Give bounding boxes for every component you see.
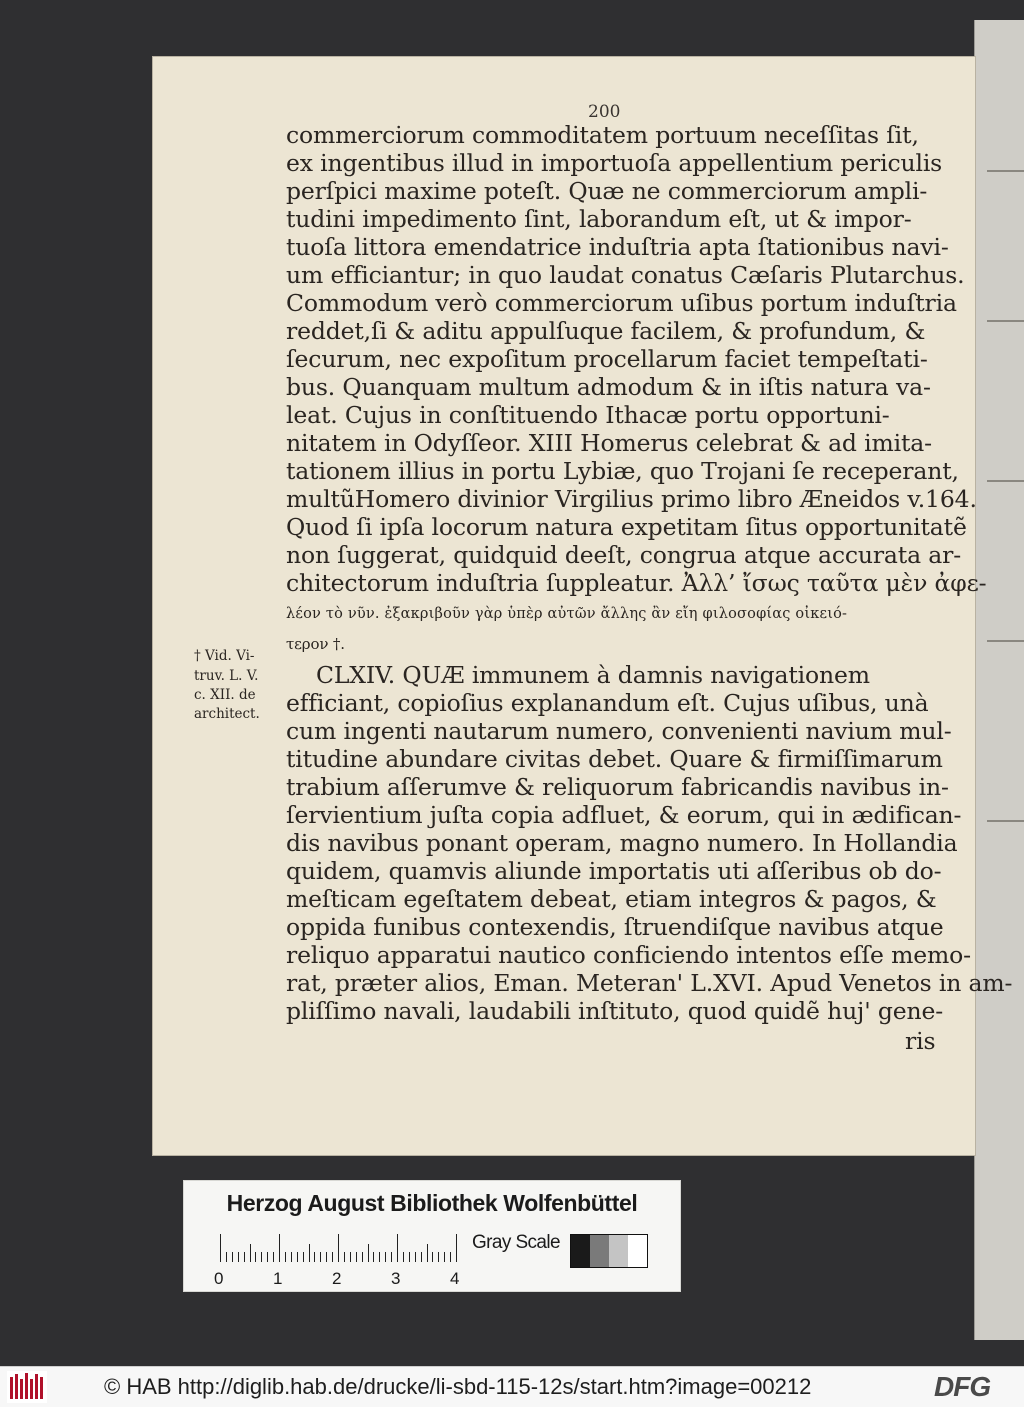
- greek-text-line: λέον τὸ νῦν. ἐξακριβοῦν γὰρ ὑπὲρ αὐτῶν ἄλλης ἂν εἴη φιλοσοφίας οἰκειό-: [286, 606, 848, 622]
- ruler-tick: [238, 1252, 239, 1262]
- text-line: tationem illius in portu Lybiæ, quo Trojani ſe receperant,: [286, 457, 959, 485]
- ruler-tick: [267, 1252, 268, 1262]
- section-heading-line: CLXIV. QUÆ immunem à damnis navigationem: [316, 661, 870, 689]
- text-line: commerciorum commoditatem portuum neceſſitas ſit,: [286, 121, 919, 149]
- ruler-tick: [409, 1252, 410, 1262]
- ruler-tick: [285, 1252, 286, 1262]
- text-line: multũHomero divinior Virgilius primo libro Æneidos v.164.: [286, 485, 977, 513]
- text-line: dis navibus ponant operam, magno numero. In Hollandia: [286, 829, 958, 857]
- text-line: ſervientium juſta copia adfluet, & eorum, qui in ædifican-: [286, 801, 962, 829]
- ruler-tick: [456, 1234, 457, 1262]
- ruler-tick: [303, 1252, 304, 1262]
- ruler-tick: [450, 1252, 451, 1262]
- text-line: ex ingentibus illud in importuoſa appellentium periculis: [286, 149, 943, 177]
- ruler-tick: [397, 1234, 398, 1262]
- ruler-tick: [297, 1252, 298, 1262]
- ruler-tick: [362, 1252, 363, 1262]
- text-line: titudine abundare civitas debet. Quare & firmiſſimarum: [286, 745, 943, 773]
- ruler-tick: [432, 1252, 433, 1262]
- text-line: cum ingenti nautarum numero, convenienti navium mul-: [286, 717, 952, 745]
- ruler-tick: [421, 1252, 422, 1262]
- ruler-tick: [373, 1252, 374, 1262]
- page-number: 200: [588, 102, 621, 122]
- text-line: non ſuggerat, quidquid deeſt, congrua atque accurata ar-: [286, 541, 961, 569]
- ruler-number: 4: [450, 1269, 460, 1288]
- hab-logo-icon: [7, 1371, 47, 1403]
- ruler-number: 0: [214, 1269, 224, 1288]
- footer-bar: [0, 1366, 1024, 1407]
- text-line: um efficiantur; in quo laudat conatus Cæſaris Plutarchus.: [286, 261, 965, 289]
- ruler-number: 3: [391, 1269, 401, 1288]
- ruler-tick: [314, 1252, 315, 1262]
- ruler-tick: [391, 1252, 392, 1262]
- text-line: chitectorum induſtria ſuppleatur. Ἀλλ’ ἴσως ταῦτα μὲν ἀφε-: [286, 569, 987, 597]
- text-line: leat. Cujus in conſtituendo Ithacæ portu opportuni-: [286, 401, 890, 429]
- permalink-text[interactable]: © HAB http://diglib.hab.de/drucke/li-sbd-115-12s/start.htm?image=00212: [104, 1374, 812, 1399]
- ruler-tick: [255, 1252, 256, 1262]
- ruler-tick: [226, 1252, 227, 1262]
- ruler-tick: [261, 1252, 262, 1262]
- gray-scale-label: Gray Scale: [472, 1232, 560, 1253]
- ruler: [220, 1234, 452, 1262]
- catchword: ris: [905, 1027, 936, 1055]
- margin-note-line: architect.: [194, 706, 260, 722]
- ruler-tick: [385, 1252, 386, 1262]
- ruler-tick: [250, 1244, 251, 1262]
- text-line: efficiant, copioſius explanandum eſt. Cujus uſibus, unà: [286, 689, 929, 717]
- ruler-tick: [368, 1244, 369, 1262]
- ruler-tick: [415, 1252, 416, 1262]
- margin-note-line: † Vid. Vi-: [194, 648, 255, 664]
- text-line: reliquo apparatui nautico conficiendo intentos eſſe memo-: [286, 941, 971, 969]
- ruler-number: 2: [332, 1269, 342, 1288]
- ruler-tick: [273, 1252, 274, 1262]
- text-line: rat, præter alios, Eman. Meteran' L.XVI. Apud Venetos in am-: [286, 969, 1013, 997]
- calibration-card: [183, 1180, 681, 1292]
- text-line: Commodum verò commerciorum uſibus portum induſtria: [286, 289, 957, 317]
- gray-swatch: [571, 1235, 590, 1267]
- ruler-tick: [338, 1234, 339, 1262]
- ruler-tick: [332, 1252, 333, 1262]
- text-line: nitatem in Odyſſeor. XIII Homerus celebrat & ad imita-: [286, 429, 932, 457]
- ruler-tick: [344, 1252, 345, 1262]
- ruler-tick: [291, 1252, 292, 1262]
- text-line: ſecurum, nec expoſitum procellarum faciet tempeſtati-: [286, 345, 928, 373]
- margin-note-line: truv. L. V.: [194, 668, 259, 684]
- text-line: pliſſimo navali, laudabili inſtituto, quod quidẽ huj' gene-: [286, 997, 944, 1025]
- calibration-title: Herzog August Bibliothek Wolfenbüttel: [226, 1190, 638, 1216]
- text-line: oppida funibus contexendis, ſtruendiſque navibus atque: [286, 913, 944, 941]
- text-line: perſpici maxime poteſt. Quæ ne commerciorum ampli-: [286, 177, 928, 205]
- ruler-tick: [356, 1252, 357, 1262]
- text-line: reddet,ſi & aditu appulſuque facilem, & profundum, &: [286, 317, 926, 345]
- text-line: Quod ſi ipſa locorum natura expetitam ſitus opportunitatẽ: [286, 513, 967, 541]
- text-line: tudini impedimento ſint, laborandum eſt, ut & impor-: [286, 205, 912, 233]
- ruler-tick: [444, 1252, 445, 1262]
- gray-swatch: [609, 1235, 628, 1267]
- text-line: tuoſa littora emendatrice induſtria apta ſtationibus navi-: [286, 233, 949, 261]
- margin-note-line: c. XII. de: [194, 687, 256, 703]
- gray-scale-swatches: [570, 1234, 648, 1268]
- ruler-tick: [379, 1252, 380, 1262]
- text-line: quidem, quamvis aliunde importatis uti aſſeribus ob do-: [286, 857, 942, 885]
- ruler-tick: [244, 1252, 245, 1262]
- ruler-tick: [220, 1234, 221, 1262]
- ruler-tick: [427, 1244, 428, 1262]
- ruler-tick: [232, 1252, 233, 1262]
- ruler-tick: [279, 1234, 280, 1262]
- ruler-number: 1: [273, 1269, 283, 1288]
- gray-swatch: [590, 1235, 609, 1267]
- ruler-tick: [438, 1252, 439, 1262]
- ruler-tick: [350, 1252, 351, 1262]
- gray-swatch: [628, 1235, 647, 1267]
- greek-text-line: τερον †.: [286, 635, 345, 653]
- text-line: meſticam egeſtatem debeat, etiam integros & pagos, &: [286, 885, 937, 913]
- adjacent-page-edge: [974, 20, 1024, 1340]
- text-line: bus. Quanquam multum admodum & in iſtis natura va-: [286, 373, 931, 401]
- ruler-tick: [320, 1252, 321, 1262]
- ruler-tick: [309, 1244, 310, 1262]
- ruler-tick: [326, 1252, 327, 1262]
- dfg-logo: DFG: [934, 1371, 991, 1402]
- ruler-tick: [403, 1252, 404, 1262]
- text-line: trabium aſſerumve & reliquorum fabricandis navibus in-: [286, 773, 949, 801]
